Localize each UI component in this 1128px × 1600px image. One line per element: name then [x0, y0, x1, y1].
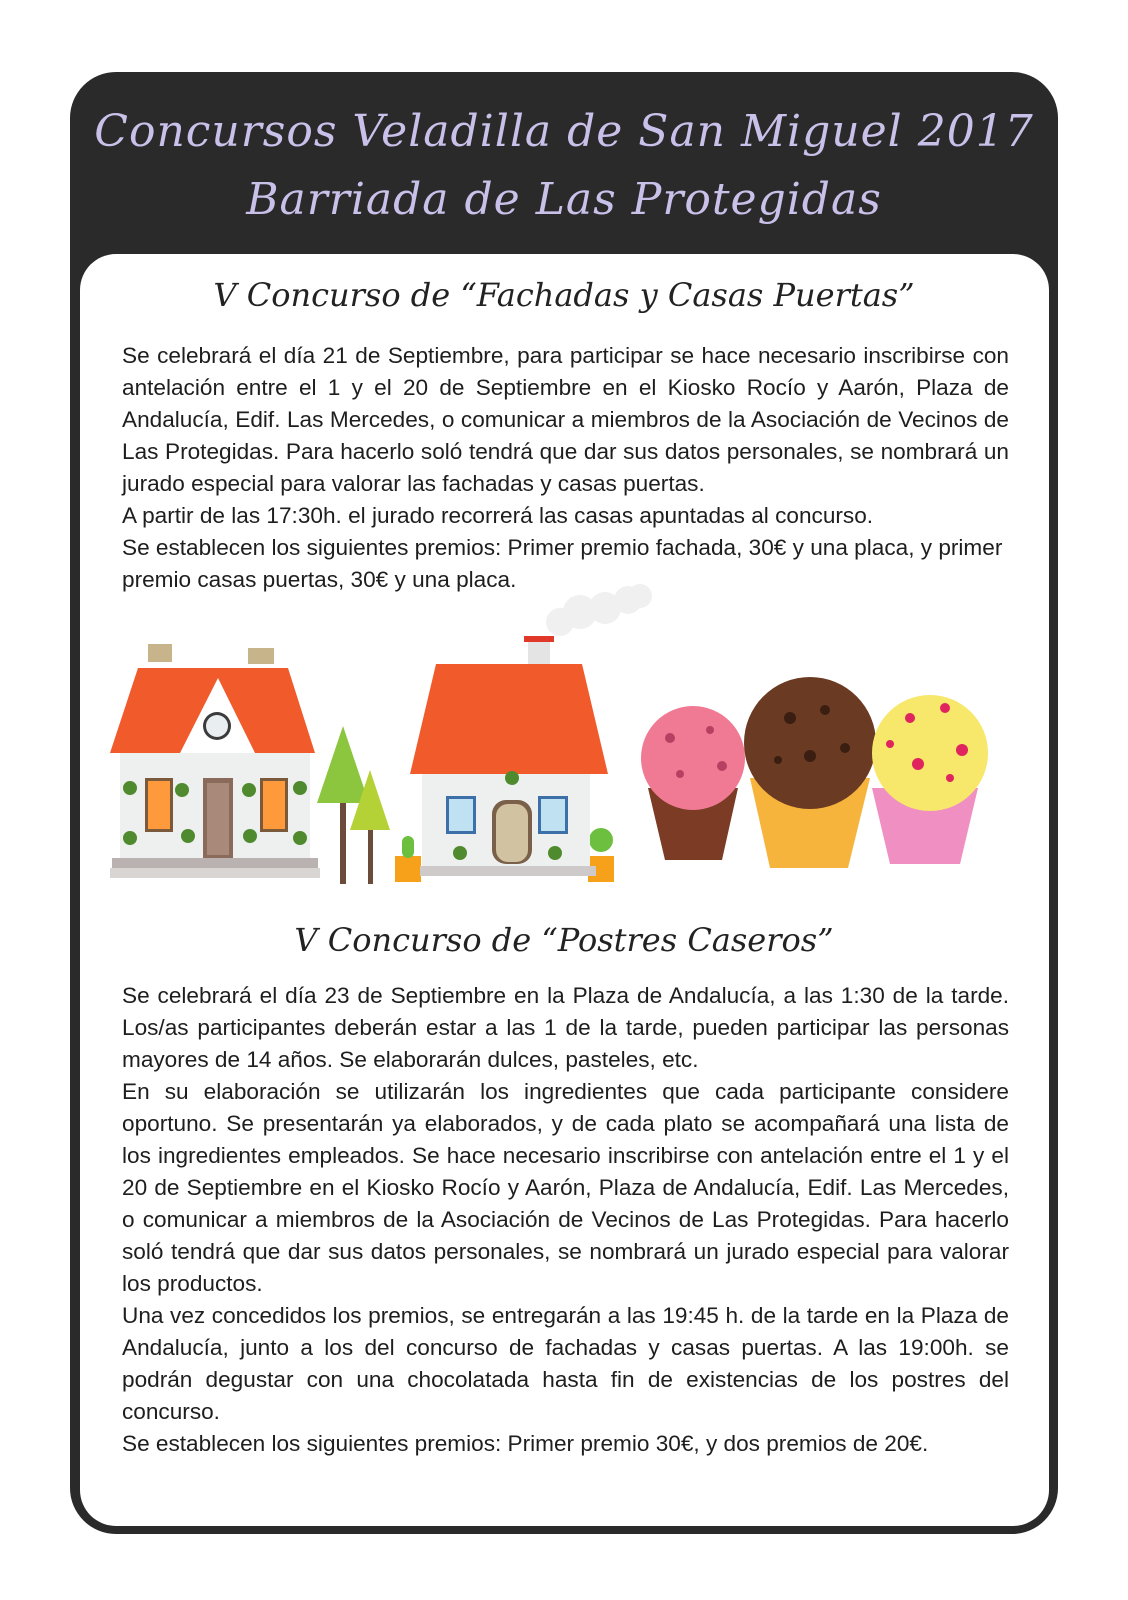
section2-paragraph-3: Una vez concedidos los premios, se entregarán a las 19:45 h. de la tarde en la Plaza de Andalucía, junto a los del concurso de fachadas y casas puertas. A las 19:00h. se podrán degustar con una chocolatada hasta fin de existencias de los postres del concurso.	[122, 1303, 1009, 1424]
section1-paragraph-2: A partir de las 17:30h. el jurado recorrerá las casas apuntadas al concurso.	[122, 503, 874, 528]
section1-paragraph-3: Se establecen los siguientes premios: Primer premio fachada, 30€ y una placa, y primer premio casas puertas, 30€ y una placa.	[122, 535, 1003, 592]
section2-paragraph-1: Se celebrará el día 23 de Septiembre en la Plaza de Andalucía, a las 1:30 de la tarde. Los/as participantes deberán estar a las 1 de la tarde, pueden participar las personas mayores de 14 años. Se elaborarán dulces, pasteles, etc.	[122, 983, 1009, 1072]
poster-title-line2: Barriada de Las Protegidas	[246, 174, 882, 225]
section2-heading: V Concurso de “Postres Caseros”	[294, 921, 834, 959]
tree-icon	[317, 726, 390, 884]
section2-paragraph-4: Se establecen los siguientes premios: Primer premio 30€, y dos premios de 20€.	[122, 1431, 929, 1456]
smoke-icon	[546, 584, 652, 636]
poster-title-line1: Concursos Veladilla de San Miguel 2017	[94, 106, 1034, 157]
section1-paragraph-1: Se celebrará el día 21 de Septiembre, para participar se hace necesario inscribirse con antelación entre el 1 y el 20 de Septiembre en el Kiosko Rocío y Aarón, Plaza de Andalucía, Edif. Las Mercedes, o comunicar a miembros de la Asociación de Vecinos de Las Protegidas. Para hacerlo soló tendrá que dar sus datos personales, se nombrará un jurado especial para valorar las fachadas y casas puertas.	[122, 343, 1009, 496]
cupcake-icon	[641, 677, 988, 868]
cottage-icon	[410, 636, 608, 876]
house-icon	[110, 644, 320, 878]
section2-paragraph-2: En su elaboración se utilizarán los ingredientes que cada participante considere oportuno. Se presentarán ya elaborados, y de cada plato se acompañará una lista de los ingredientes empleados. Se hace necesario inscribirse con antelación entre el 1 y el 20 de Septiembre en el Kiosko Rocío y Aarón, Plaza de Andalucía, Edif. Las Mercedes, o comunicar a miembros de la Asociación de Vecinos de Las Protegidas. Para hacerlo soló tendrá que dar sus datos personales, se nombrará un jurado especial para valorar los productos.	[122, 1079, 1009, 1296]
houses-and-cupcakes-illustration	[110, 578, 1018, 896]
section1-heading: V Concurso de “Fachadas y Casas Puertas”	[213, 276, 915, 314]
